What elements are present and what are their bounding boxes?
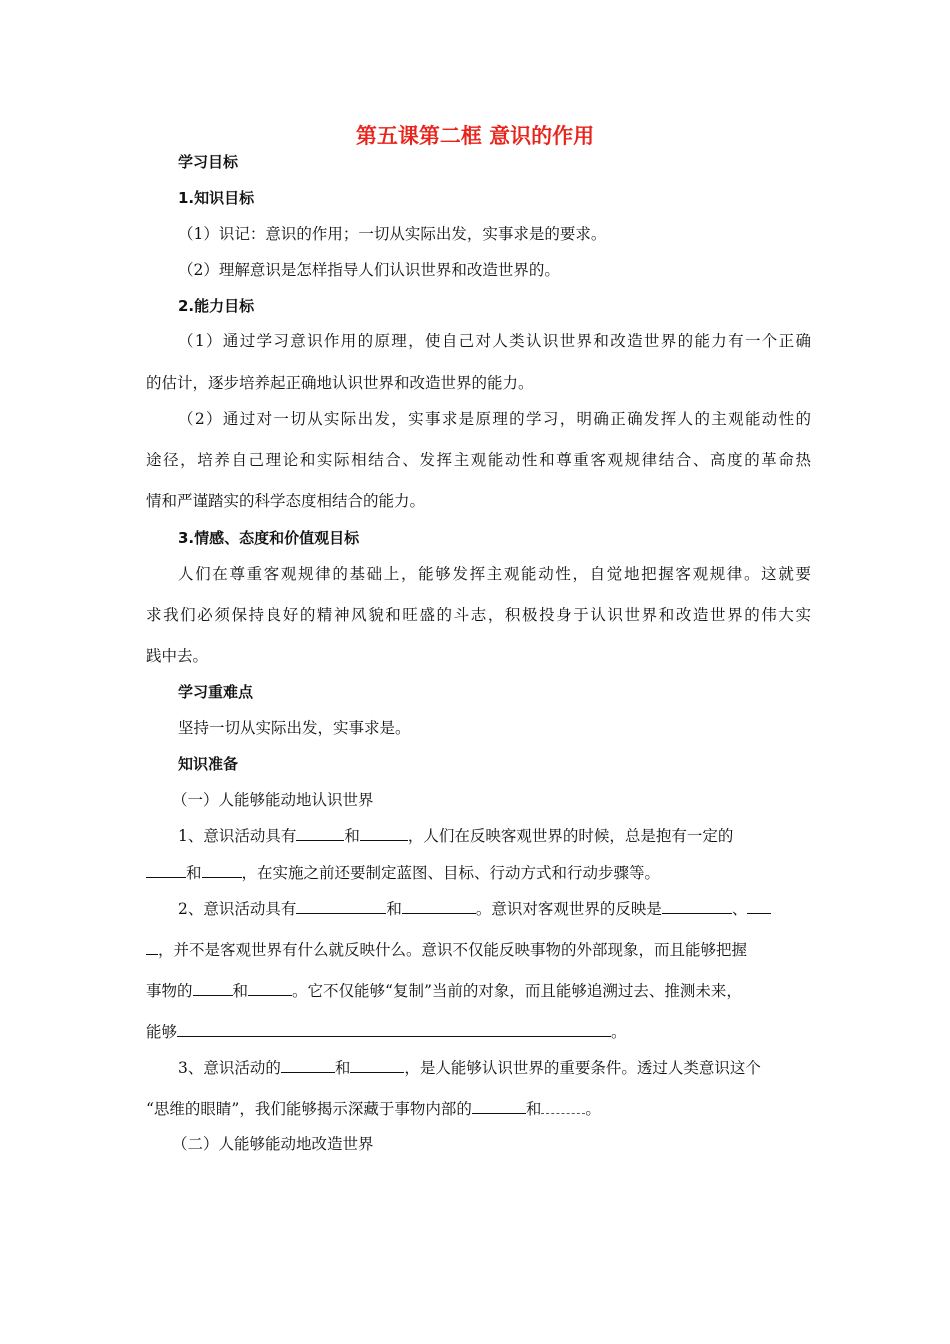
q2-text-4: 、	[731, 900, 748, 918]
q3-blank-3[interactable]	[472, 1098, 526, 1114]
prep-heading: 知识准备	[178, 755, 239, 773]
q2-text-1: 2、意识活动具有	[178, 900, 297, 918]
knowledge-item-2: （2）理解意识是怎样指导人们认识世界和改造世界的。	[178, 261, 560, 279]
knowledge-item-1: （1）识记：意识的作用；一切从实际出发，实事求是的要求。	[178, 225, 607, 243]
ability-heading: 2.能力目标	[178, 297, 255, 315]
keypoints-heading: 学习重难点	[178, 683, 254, 701]
q1-blank-4[interactable]	[202, 862, 242, 878]
emotion-line-a: 人们在尊重客观规律的基础上，能够发挥主观能动性，自觉地把握客观规律。这就要	[178, 565, 811, 583]
q2-blank-6[interactable]	[248, 980, 292, 996]
knowledge-heading: 1.知识目标	[178, 189, 255, 207]
q2-line-4	[146, 1021, 811, 1042]
q3-text-4: “思维的眼睛”，我们能够揭示深藏于事物内部的	[146, 1100, 472, 1118]
q2-line-2	[146, 939, 811, 960]
ability-item-1b: 的估计，逐步培养起正确地认识世界和改造世界的能力。	[146, 374, 534, 392]
ability-item-2c: 情和严谨踏实的科学态度相结合的能力。	[146, 492, 426, 510]
goals-heading: 学习目标	[178, 153, 239, 171]
q1-blank-2[interactable]	[360, 825, 408, 841]
q2-blank-4b[interactable]	[146, 939, 158, 955]
q2-text-3: 。意识对客观世界的反映是	[475, 900, 662, 918]
q2-text-7: 和	[232, 982, 249, 1000]
ability-item-2b: 途径，培养自己理论和实际相结合、发挥主观能动性和尊重客观规律结合、高度的革命热	[146, 451, 811, 469]
keypoints-text: 坚持一切从实际出发，实事求是。	[178, 719, 411, 737]
q2-blank-4a[interactable]	[747, 898, 771, 914]
emotion-heading: 3.情感、态度和价值观目标	[178, 529, 360, 547]
q3-text-3: ，是人能够认识世界的重要条件。透过人类意识这个	[404, 1059, 761, 1077]
prep-section-1: （一）人能够能动地认识世界	[172, 791, 374, 809]
q2-text-6: 事物的	[146, 982, 193, 1000]
q3-text-1: 3、意识活动的	[178, 1059, 281, 1077]
q3-blank-2[interactable]	[350, 1057, 404, 1073]
q3-text-5: 和	[525, 1100, 542, 1118]
q2-text-9: 能够	[146, 1023, 178, 1041]
q2-blank-7[interactable]	[177, 1021, 611, 1037]
q2-blank-5[interactable]	[193, 980, 233, 996]
ability-item-1a: （1）通过学习意识作用的原理，使自己对人类认识世界和改造世界的能力有一个正确	[178, 332, 811, 350]
q2-text-5: ，并不是客观世界有什么就反映什么。意识不仅能反映事物的外部现象，而且能够把握	[158, 941, 748, 959]
page-title: 第五课第二框 意识的作用	[355, 124, 595, 148]
q1-text-1: 1、意识活动具有	[178, 827, 297, 845]
q1-blank-1[interactable]	[296, 825, 344, 841]
q1-text-3: ，人们在反映客观世界的时候，总是抱有一定的	[407, 827, 734, 845]
q2-line-3	[146, 980, 811, 1001]
q3-line-2	[146, 1098, 811, 1119]
q2-blank-3[interactable]	[662, 898, 732, 914]
emotion-line-b: 求我们必须保持良好的精神风貌和旺盛的斗志，积极投身于认识世界和改造世界的伟大实	[146, 606, 811, 624]
prep-section-2: （二）人能够能动地改造世界	[172, 1135, 374, 1153]
q2-line-1	[178, 898, 843, 919]
q1-text-4: 和	[186, 864, 202, 882]
q1-line-1	[178, 825, 843, 846]
q1-text-2: 和	[344, 827, 360, 845]
ability-item-2a: （2）通过对一切从实际出发，实事求是原理的学习，明确正确发挥人的主观能动性的	[178, 410, 811, 428]
q2-text-8: 。它不仅能够“复制”当前的对象，而且能够追溯过去、推测未来，	[292, 982, 742, 1000]
q1-text-5: ，在实施之前还要制定蓝图、目标、行动方式和行动步骤等。	[241, 864, 661, 882]
emotion-line-c: 践中去。	[146, 647, 209, 665]
q3-line-1	[178, 1057, 843, 1078]
q1-blank-3[interactable]	[146, 862, 186, 878]
q3-text-6: 。	[585, 1100, 601, 1118]
q3-blank-4[interactable]	[541, 1098, 585, 1114]
q2-blank-1[interactable]	[296, 898, 386, 914]
q1-line-2	[146, 862, 811, 883]
q3-text-2: 和	[334, 1059, 351, 1077]
q2-text-2: 和	[386, 900, 402, 918]
q2-blank-2[interactable]	[402, 898, 476, 914]
q3-blank-1[interactable]	[281, 1057, 335, 1073]
q2-text-10: 。	[611, 1023, 627, 1041]
